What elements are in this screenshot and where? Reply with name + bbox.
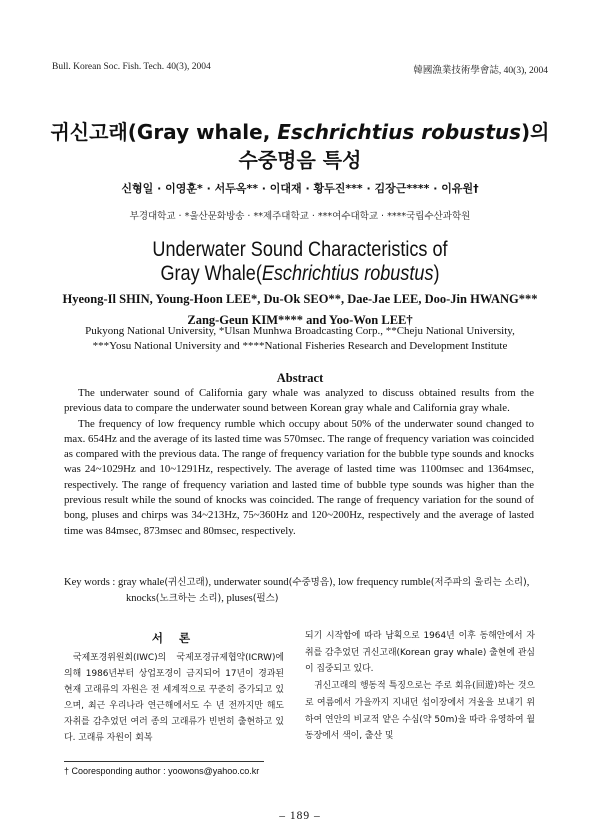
authors-en-line2: Zang-Geun KIM**** and Yoo-Won LEE† bbox=[187, 313, 413, 327]
keywords-body bbox=[64, 575, 534, 607]
abstract-paragraph-1: The underwater sound of California gary whale was analyzed to discuss obtained results from the previous data to compare the underwater sound between Korean gray whale and California gray whale. bbox=[64, 387, 534, 415]
abstract-body bbox=[64, 386, 534, 539]
affil-en-line2: ***Yosu National University and ****National Fisheries Research and Development Institute bbox=[92, 340, 508, 352]
intro-heading: 서 론 bbox=[151, 631, 197, 645]
journal-header-ko: 韓國漁業技術學會誌, 40(3), 2004 bbox=[413, 66, 548, 76]
intro-left-column bbox=[64, 630, 284, 747]
keyword-2-sep: , bbox=[332, 577, 338, 588]
abstract-paragraph-2: The frequency of low frequency rumble which occupy about 50% of the underwater sound changed to max. 654Hz and the average of its lasted time was 570msec. The range of frequency variation was coincided as compared with the previous data. The range of frequency variation for the bubble type sounds and knocks was 24~1029Hz and 10~1291Hz, respectively. The average of lasted time was 1100msec and 1364msec, respectively. The range of frequency variation and lasted time of bubble type sounds was higher than the previous result while the sound of knocks was coincided. The range of frequency variation for the sound of bong, pluses and chirps was 34~213Hz, 75~360Hz and 120~200Hz, respectively and the average of lasted time was 84msec, 873msec and 80msec, respectively. bbox=[64, 417, 534, 537]
keyword-4-ko: (노크하는 소리) bbox=[155, 593, 222, 604]
keyword-5-ko: (펄스) bbox=[252, 593, 279, 604]
title-korean bbox=[40, 118, 560, 174]
title-en-line1: Underwater Sound Characteristics of bbox=[152, 238, 448, 261]
keyword-4-sep: , bbox=[221, 593, 227, 604]
title-ko-species: Eschrichtius robustus bbox=[277, 120, 522, 144]
keyword-2-en: underwater sound bbox=[213, 577, 289, 588]
title-en-line2-pre: Gray Whale( bbox=[160, 262, 262, 285]
title-english bbox=[76, 238, 523, 286]
corresponding-author-footnote: † Cooresponding author : yoowons@yahoo.co.kr bbox=[64, 766, 260, 776]
title-en-line2-post: ) bbox=[433, 262, 440, 285]
keyword-4-en: knocks bbox=[126, 593, 156, 604]
abstract-heading: Abstract bbox=[276, 371, 324, 385]
journal-header-en: Bull. Korean Soc. Fish. Tech. 40(3), 2004 bbox=[52, 62, 211, 72]
keywords bbox=[64, 575, 534, 607]
title-ko-line2: 수중명음 특성 bbox=[238, 148, 362, 172]
footnote-divider bbox=[64, 761, 264, 762]
keyword-3-sep: , bbox=[526, 577, 530, 588]
affil-en-line1: Pukyong National University, *Ulsan Munhwa Broadcasting Corp., **Cheju National University, bbox=[85, 325, 515, 337]
keyword-2-ko: (수중명음) bbox=[288, 577, 333, 588]
keyword-5-en: pluses bbox=[226, 593, 253, 604]
title-ko-line1-pre: 귀신고래(Gray whale, bbox=[50, 120, 278, 144]
title-en-species: Eschrichtius robustus bbox=[261, 262, 434, 285]
authors-korean: 신형일 · 이영훈* · 서두옥** · 이대재 · 황두진*** · 김장근**** · 이유원† bbox=[121, 182, 479, 195]
keyword-3-en: low frequency rumble bbox=[338, 577, 431, 588]
affiliations-english bbox=[40, 324, 560, 354]
intro-right-paragraph-1: 되기 시작함에 따라 남획으로 1964년 이후 동해안에서 자취를 감추었던 귀신고래(Korean gray whale) 출현에 관심이 집중되고 있다. bbox=[305, 631, 535, 675]
keywords-label: Key words : bbox=[64, 577, 118, 588]
keyword-1-sep: , bbox=[208, 577, 214, 588]
keyword-1-ko: (귀신고래) bbox=[164, 577, 209, 588]
keyword-1-en: gray whale bbox=[117, 577, 165, 588]
intro-right-paragraph-2: 귀신고래의 행동적 특징으로는 주로 회유(回遊)하는 것으로 여름에서 가을까지 지내던 섭이장에서 겨울을 보내기 위하여 연안의 비교적 얕은 수심(약 50m)을 따라 유영하여 월동장에서 색이, 출산 및 bbox=[305, 681, 535, 742]
authors-en-line1: Hyeong-Il SHIN, Young-Hoon LEE*, Du-Ok SEO**, Dae-Jae LEE, Doo-Jin HWANG*** bbox=[62, 292, 538, 306]
affiliations-korean: 부경대학교 · *울산문화방송 · **제주대학교 · ***여수대학교 · ****국립수산과학원 bbox=[129, 211, 471, 222]
keyword-3-ko: (저주파의 울리는 소리) bbox=[430, 577, 527, 588]
intro-left-paragraph: 국제포경위원회(IWC)의 국제포경규제협약(ICRW)에 의해 1986년부터 상업포경이 금지되어 17년이 경과된 현재 고래류의 자원은 전 세계적으로 꾸준히 증가되고 있으며, 최근 우리나라 연근해에서도 수 년 전까지만 해도 자취를 감추었던 여러 종의 고래류가 빈번히 출현하고 있다. 고래류 자원이 회복 bbox=[64, 653, 284, 744]
page-number: – 189 – bbox=[279, 810, 321, 822]
title-ko-line1-post: )의 bbox=[521, 120, 550, 144]
intro-right-column bbox=[305, 628, 535, 745]
